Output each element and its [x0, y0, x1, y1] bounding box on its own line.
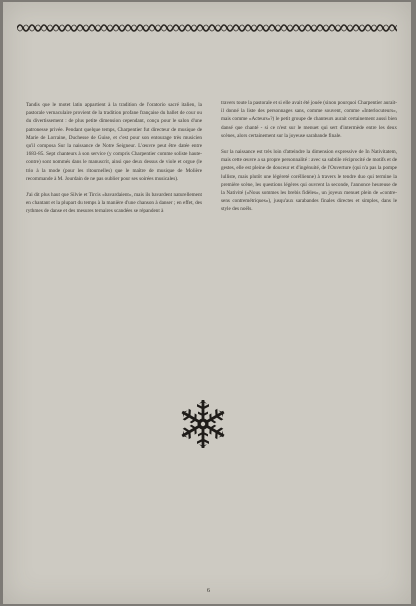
- right-column: [221, 99, 397, 222]
- snowflake-ornament-icon: [179, 397, 227, 451]
- left-column: [26, 101, 202, 224]
- page-number: 6: [207, 588, 210, 594]
- right-paragraph-1: travers toute la pastorale et si elle avait été jouée (sinon pourquoi Charpentier aurait-il donné la liste des personnages sans, comme souvent, comme «Interlocuteurs», mais comme «Acteurs»?) le petit groupe de chanteurs aurait certainement aussi bien dansé que chanté - si ce n'est sur le menuet qui sert d'intermède entre les deux scènes, alors certainement sur la joyeuse sarabande finale.: [221, 100, 397, 139]
- left-paragraph-2: J'ai dit plus haut que Silvie et Tircis «bavardaient», mais ils bavardent naturellement en chantant et la plupart du temps à la manière d'une chanson à danser ; en effet, des rythmes de danse et des mesures ternaires scandées se répandent à: [26, 192, 202, 215]
- right-paragraph-2: Sur la naissance est très loin d'atteindre la dimension expressive de In Nativitatem, mais cette œuvre a sa propre personnalité : avec sa subtile réciprocité de motifs et de gestes, elle est pleine de douceur et d'ingénuité, de l'Ouverture (qui n'a pas la pompe lulliste, mais plutôt une légèreté coréllienne) à travers le tendre duo qui termine la première scène, les questions légères qui ouvrent la seconde, l'annonce heureuse de la Nativité («Nous sommes les brebis fidèles», un joyeux menuet plein de «contre-sens contremétriques»), jusqu'aux sarabandes finales directes et simples, dans le style des noëls.: [221, 149, 397, 213]
- left-paragraph-1: Tandis que le motet latin appartient à la tradition de l'oratorio sacré italien, la pastorale vernaculaire provient de la tradition profane française du ballet de cour ou du divertissement : de plus petite dimension cependant, conçu pour le salon d'une patronesse privée. Pendant quelque temps, Charpentier fut directeur de musique de Marie de Lorraine, Duchesse de Guise, et c'est pour son entourage très musicien qu'il composa Sur la naissance de Notre Seigneur. L'œuvre peut être datée entre 1683-85. Sept chanteurs à son service (y compris Charpentier comme soliste haute-contre) sont nommés dans le manuscrit, ainsi que deux dessus de viole et orgue (le trio à la mode (pour les ritournelles) que le maître de musique de Molière recommande à M. Jourdain de ne pas oublier pour ses soirées musicales).: [26, 102, 202, 182]
- decorative-border: [17, 22, 397, 34]
- document-page: [3, 2, 411, 604]
